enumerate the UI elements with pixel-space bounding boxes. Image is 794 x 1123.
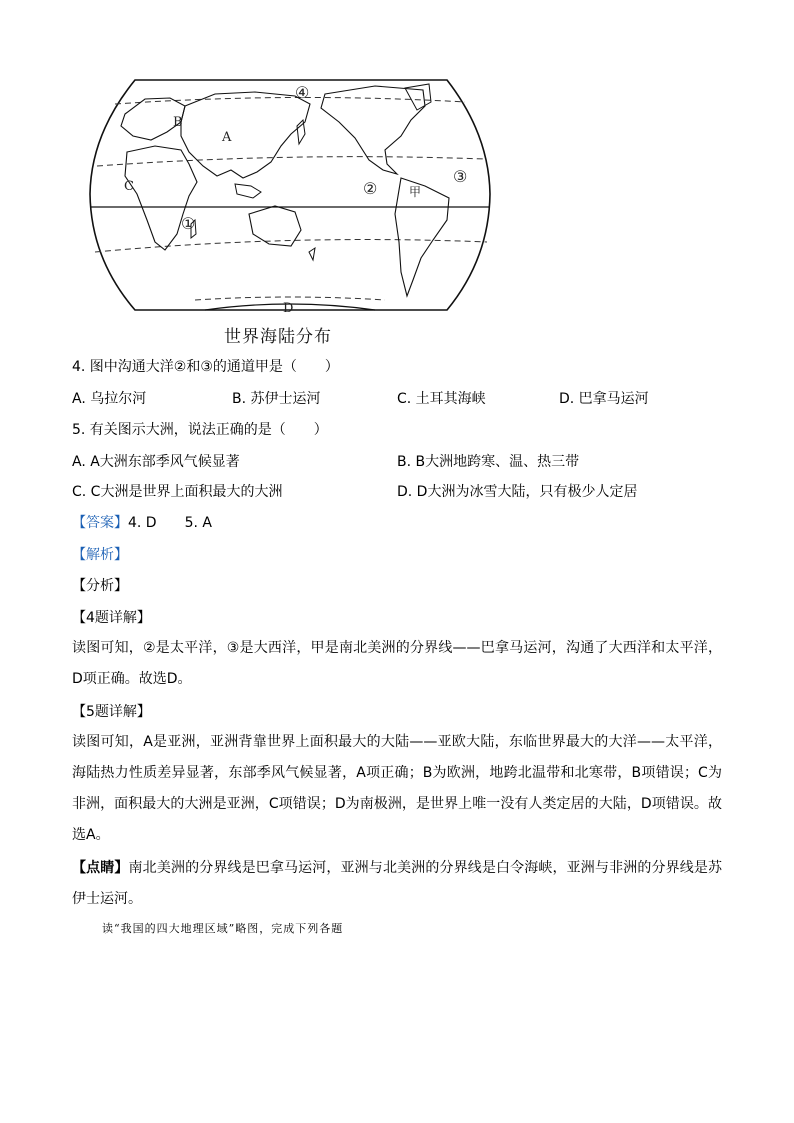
- label-jia: 甲: [409, 185, 422, 199]
- q5-option-b: B. B大洲地跨寒、温、热三带: [397, 454, 580, 470]
- new-zealand-land: [309, 248, 315, 260]
- q4-detail-tag: 【4题详解】: [72, 610, 151, 626]
- answer-tag: 【答案】: [72, 515, 128, 531]
- label-a: A: [222, 130, 232, 145]
- q5-detail-tag: 【5题详解】: [72, 704, 151, 720]
- label-ocean-2: ②: [363, 179, 378, 198]
- label-ocean-3: ③: [453, 167, 468, 186]
- label-b: B: [173, 115, 183, 130]
- next-section-intro: 读“我国的四大地理区域”略图，完成下列各题: [102, 922, 344, 935]
- q5-option-c: C. C大洲是世界上面积最大的大洲: [72, 484, 283, 500]
- south-america-land: [395, 178, 449, 296]
- japan-land: [297, 120, 305, 144]
- australia-land: [249, 206, 301, 246]
- answer-line: [72, 513, 212, 533]
- q4-option-b: B. 苏伊士运河: [232, 391, 321, 407]
- greenland-land: [405, 84, 431, 110]
- tropic-north: [97, 157, 485, 166]
- q5-detail-text: 读图可知，A是亚洲，亚洲背靠世界上面积最大的大陆——亚欧大陆，东临世界最大的大洋——太平洋，海陆热力性质差异显著，东部季风气候显著，A项正确；B为欧洲，地跨北温带和北寒带，B项错误；C为非洲，面积最大的大洲是亚洲，C项错误；D为南极洲，是世界上唯一没有人类定居的大陆，D项错误。故选A。: [72, 734, 722, 843]
- label-ocean-4: ④: [295, 83, 310, 102]
- dianjing-tag: 【点睛】: [72, 860, 129, 876]
- fenxi-tag: 【分析】: [72, 578, 128, 594]
- label-d: D: [283, 301, 294, 314]
- q4-option-c: C. 土耳其海峡: [397, 391, 486, 407]
- q5-stem: 5. 有关图示大洲，说法正确的是（ ）: [72, 422, 328, 438]
- analysis-tag: 【解析】: [72, 547, 128, 563]
- q4-detail-text: 读图可知，②是太平洋，③是大西洋，甲是南北美洲的分界线——巴拿马运河，沟通了大西洋和太平洋，D项正确。故选D。: [72, 640, 722, 687]
- map-outline: [90, 80, 490, 310]
- q5-option-a: A. A大洲东部季风气候显著: [72, 454, 240, 470]
- antarctic-circle: [195, 297, 385, 300]
- answer-text: 4. D 5. A: [128, 515, 212, 531]
- sea-islands: [235, 184, 261, 198]
- label-ocean-1: ①: [181, 214, 196, 233]
- q4-option-d: D. 巴拿马运河: [559, 391, 649, 407]
- dianjing-paragraph: [72, 853, 722, 915]
- dianjing-text: 南北美洲的分界线是巴拿马运河，亚洲与北美洲的分界线是白令海峡，亚洲与非洲的分界线是苏伊士运河。: [72, 860, 723, 907]
- q4-stem: 4. 图中沟通大洋②和③的通道甲是（ ）: [72, 359, 339, 375]
- asia-land: [181, 92, 310, 178]
- world-map-svg: [85, 74, 495, 314]
- q5-option-d: D. D大洲为冰雪大陆，只有极少人定居: [397, 484, 638, 500]
- map-caption: 世界海陆分布: [224, 327, 332, 347]
- label-c: C: [124, 179, 134, 194]
- q4-option-a: A. 乌拉尔河: [72, 391, 147, 407]
- world-map-figure: [85, 74, 495, 314]
